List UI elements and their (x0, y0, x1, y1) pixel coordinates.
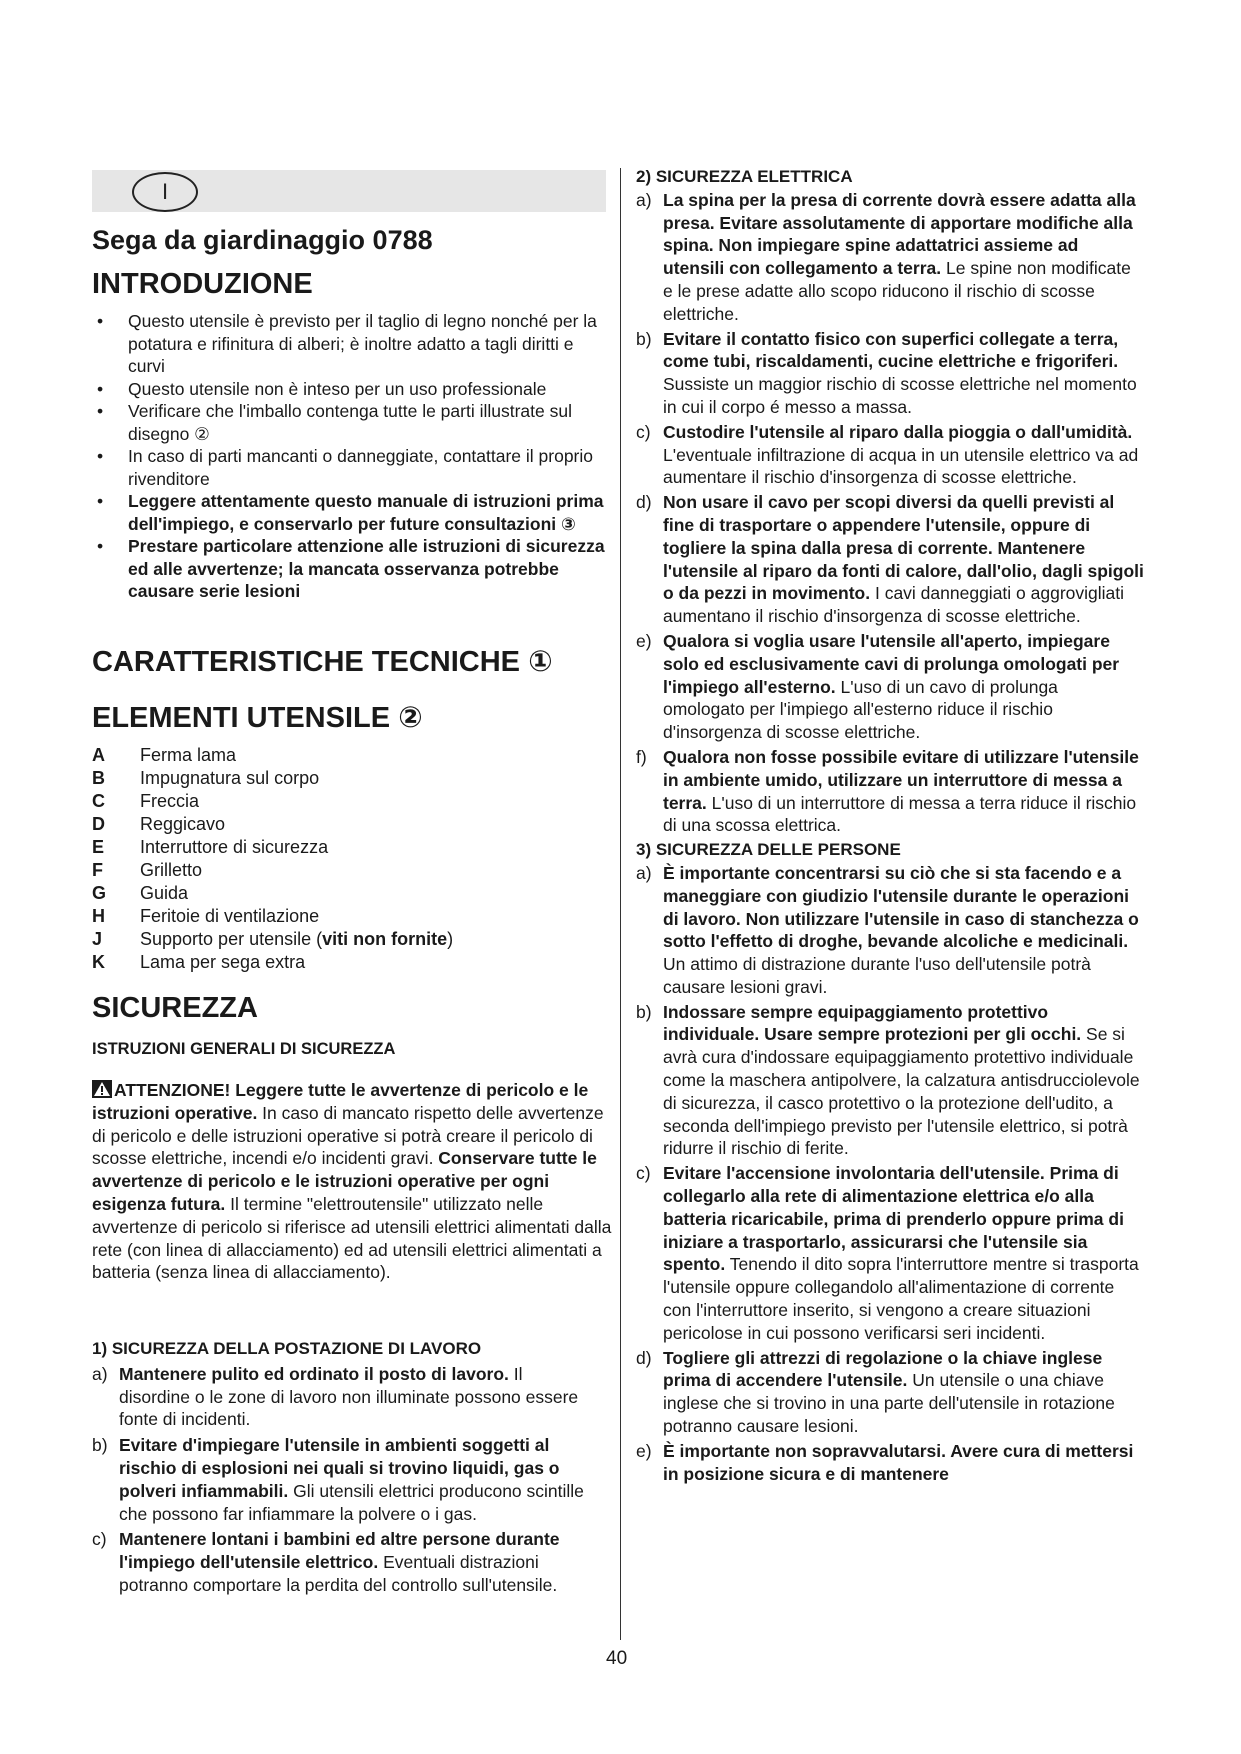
intro-heading: INTRODUZIONE (92, 268, 313, 300)
electrical-heading: 2) SICUREZZA ELETTRICA (636, 167, 853, 186)
bullet-dot: • (97, 446, 104, 466)
rule-plain: I cavi danneggiati o aggrovigliati aumentano il rischio d'insorgenza di scosse elettriche. (663, 583, 1125, 627)
rule-label: a) (92, 1363, 108, 1384)
rule-plain: Un attimo di distrazione durante l'uso dell'utensile potrà causare lesioni gravi. (663, 954, 1091, 997)
rule-bold: La spina per la presa di corrente dovrà essere adatta alla presa. Evitare assolutamente di apportare modifiche alla spina. Non impiegare spine adattatrici assieme ad utensili con collegamento a terra. (663, 189, 1136, 279)
rule-bold: È importante non sopravvalutarsi. Avere cura di mettersi in posizione sicura e di mantenere (663, 1440, 1134, 1484)
rule-label: e) (636, 1440, 652, 1461)
element-label-group (140, 859, 202, 882)
rule-item (636, 862, 1144, 999)
element-label-group (140, 813, 225, 836)
rule-label: b) (636, 1001, 652, 1022)
warning-bold-1: ATTENZIONE! Leggere tutte le avvertenze di pericolo e le istruzioni operative. (92, 1080, 589, 1123)
rule-plain: L'uso di un interruttore di messa a terra riduce il rischio di una scossa elettrica. (663, 792, 1137, 836)
element-item (92, 836, 612, 859)
bullet-dot: • (97, 401, 104, 421)
element-label: Lama per sega extra (140, 952, 306, 972)
rule-item (636, 1347, 1144, 1438)
element-letter: D (92, 814, 105, 834)
element-item (92, 928, 612, 951)
column-divider (620, 168, 621, 1640)
rule-bold: Evitare il contatto fisico con superfici collegate a terra, come tubi, riscaldamenti, cucine elettriche e frigoriferi. (663, 328, 1119, 372)
page-number: 40 (606, 1648, 628, 1669)
rule-text (663, 189, 1144, 326)
rule-bold: Qualora non fosse possibile evitare di utilizzare l'utensile in ambiente umido, utilizzare un interruttore di messa a terra. (663, 746, 1139, 813)
rule-plain: Tenendo il dito sopra l'interruttore mentre si trasporta l'utensile oppure collegandolo all'alimentazione di corrente con l'interruttore inserito, si vengono a creare situazioni pericolose in cui possono verificarsi seri incidenti. (663, 1254, 1139, 1343)
rule-label: d) (636, 492, 652, 513)
bullet-dot: • (97, 491, 104, 511)
rule-text (663, 421, 1144, 489)
bullet-item (92, 535, 612, 603)
elements-heading: ELEMENTI UTENSILE ② (92, 702, 423, 734)
element-label: Reggicavo (140, 814, 226, 834)
rule-text (119, 1363, 592, 1431)
rule-item (92, 1528, 592, 1596)
work-area-heading: 1) SICUREZZA DELLA POSTAZIONE DI LAVORO (92, 1339, 482, 1358)
rule-item (636, 328, 1144, 419)
rule-bold: Non usare il cavo per scopi diversi da quelli previsti al fine di trasportare o appendere l'utensile, oppure di togliere la spina dalla presa di corrente. Mantenere l'utensile al riparo da fonti di calore, dall'olio, dagli spigoli o da pezzi in movimento. (663, 492, 1144, 604)
rule-plain: Sussiste un maggior rischio di scosse elettriche nel momento in cui il corpo é messo a massa. (663, 374, 1137, 417)
bullet-dot: • (97, 311, 104, 331)
rule-bold: Mantenere lontani i bambini ed altre persone durante l'impiego dell'utensile elettrico. (119, 1529, 560, 1573)
language-badge: I (132, 172, 198, 212)
rule-item (636, 746, 1144, 837)
rule-plain: Se si avrà cura d'indossare equipaggiamento protettivo individuale come la maschera antipolvere, la calzatura antisdrucciolevole di sicurezza, il casco protettivo o la protezione dell'udito, a seconda dell'impiego previsto per l'utensile elettrico, si potrà ridurre il rischio di ferite. (663, 1024, 1140, 1159)
bullet-item (92, 445, 612, 490)
element-label: Guida (140, 883, 189, 903)
rule-text (663, 328, 1144, 419)
safety-subheading: ISTRUZIONI GENERALI DI SICUREZZA (92, 1040, 396, 1058)
element-label-group (140, 951, 305, 974)
rule-label: b) (636, 328, 652, 349)
rule-label: c) (636, 421, 651, 442)
rule-label: c) (636, 1163, 651, 1184)
rule-bold: Mantenere pulito ed ordinato il posto di lavoro. (119, 1363, 509, 1384)
rule-label: f) (636, 746, 647, 767)
bullet-dot: • (97, 536, 104, 556)
rule-label: c) (92, 1529, 107, 1550)
element-label-group (140, 790, 199, 813)
rule-plain: Un utensile o una chiave inglese che si trovino in una parte dell'utensile in rotazione potranno causare lesioni. (663, 1370, 1115, 1437)
element-label: Freccia (140, 791, 200, 811)
bullet-text: Verificare che l'imballo contenga tutte le parti illustrate sul disegno ② (128, 401, 572, 444)
element-letter: E (92, 837, 105, 857)
rule-plain: Eventuali distrazioni potranno comportare la perdita del controllo sull'utensile. (119, 1552, 558, 1595)
bullet-text: Prestare particolare attenzione alle istruzioni di sicurezza ed alle avvertenze; la mancata osservanza potrebbe causare serie lesioni (128, 536, 605, 601)
rule-bold: Custodire l'utensile al riparo dalla pioggia o dall'umidità. (663, 421, 1133, 442)
element-item (92, 882, 612, 905)
bullet-text: In caso di parti mancanti o danneggiate, contattare il proprio rivenditore (128, 446, 594, 489)
rule-label: e) (636, 630, 652, 651)
work-area-list (92, 1363, 592, 1597)
rule-label: d) (636, 1347, 652, 1368)
safety-heading: SICUREZZA (92, 992, 258, 1024)
bullet-item (92, 310, 612, 378)
rule-bold: Togliere gli attrezzi di regolazione o la chiave inglese prima di accendere l'utensile. (663, 1347, 1103, 1391)
rule-text (663, 862, 1144, 999)
rule-plain: L'eventuale infiltrazione di acqua in un utensile elettrico va ad aumentare il rischio d'insorgenza di scosse elettriche. (663, 444, 1139, 488)
element-letter: K (92, 952, 105, 972)
element-letter: J (92, 929, 103, 949)
element-label: Interruttore di sicurezza (140, 837, 329, 857)
rule-text (663, 1001, 1144, 1161)
element-letter: F (92, 860, 103, 880)
rule-label: a) (636, 862, 652, 883)
element-item (92, 859, 612, 882)
warning-triangle-icon (92, 1080, 112, 1098)
warning-paragraph (92, 1079, 612, 1284)
rule-text (663, 1440, 1144, 1486)
intro-bullet-list (92, 310, 612, 603)
element-item (92, 767, 612, 790)
rule-plain: L'uso di un cavo di prolunga omologato per l'impiego all'esterno riduce il rischio d'insorgenza di scosse elettriche. (663, 676, 1058, 743)
bullet-item (92, 378, 612, 401)
rule-text (119, 1434, 592, 1525)
element-letter: C (92, 791, 105, 811)
warning-text-2: Il termine "elettroutensile" utilizzato nelle avvertenze di pericolo si riferisce ad utensili elettrici alimentati dalla rete (con linea di allacciamento) ed ad utensili elettrici alimentati a batteria (senza linea di allacciamento). (92, 1193, 612, 1283)
element-label: Impugnatura sul corpo (140, 768, 320, 788)
personal-list (636, 862, 1144, 1486)
rule-bold: Evitare d'impiegare l'utensile in ambienti soggetti al rischio di esplosioni nei quali si trovino liquidi, gas o polveri infiammabili. (119, 1435, 560, 1501)
rule-text (663, 630, 1144, 744)
elements-list (92, 744, 612, 974)
element-item (92, 905, 612, 928)
language-bar (92, 170, 606, 212)
rule-item (636, 189, 1144, 326)
element-letter: G (92, 883, 107, 903)
bullet-text: Questo utensile non è inteso per un uso professionale (128, 378, 547, 399)
element-label: Feritoie di ventilazione (140, 906, 320, 926)
rule-item (92, 1363, 592, 1431)
bullet-item (92, 400, 612, 445)
element-item (92, 790, 612, 813)
element-label-group (140, 928, 453, 951)
element-label-group (140, 744, 236, 767)
electrical-list (636, 189, 1144, 837)
rule-item (636, 1162, 1144, 1344)
element-letter: H (92, 906, 105, 926)
rule-bold: Indossare sempre equipaggiamento protettivo individuale. Usare sempre protezioni per gli occhi. (663, 1001, 1082, 1045)
element-item (92, 951, 612, 974)
warning-bold-2: Conservare tutte le avvertenze di pericolo e le istruzioni operative per ogni esigenza futura. (92, 1148, 597, 1214)
rule-item (92, 1434, 592, 1525)
rule-item (636, 1440, 1144, 1486)
rule-bold: È importante concentrarsi su ciò che si sta facendo e a maneggiare con giudizio l'utensile durante le operazioni di lavoro. Non utilizzare l'utensile in caso di stanchezza o sotto l'effetto di droghe, bevande alcoliche e medicinali. (663, 862, 1139, 952)
rule-plain: Il disordine o le zone di lavoro non illuminate possono essere fonte di incidenti. (119, 1363, 579, 1430)
work-area-section (92, 1338, 592, 1600)
bullet-dot: • (97, 378, 104, 399)
element-label: Grilletto (140, 860, 203, 880)
bullet-text: Questo utensile è previsto per il taglio di legno nonché per la potatura e rifinitura di alberi; è inoltre adatto a tagli diritti e curvi (128, 311, 597, 376)
bullet-item (92, 490, 612, 535)
element-item (92, 813, 612, 836)
rule-plain: Le spine non modificate e le prese adatte allo scopo riducono il rischio di scosse elettriche. (663, 258, 1131, 324)
rule-label: b) (92, 1435, 108, 1456)
product-title: Sega da giardinaggio 0788 (92, 225, 433, 255)
rule-bold: Evitare l'accensione involontaria dell'utensile. Prima di collegarlo alla rete di alimentazione elettrica e/o alla batteria ricaricabile, prima di prenderlo oppure prima di iniziare a trasportarlo, assicurarsi che l'utensile sia spento. (663, 1163, 1124, 1275)
rule-item (636, 491, 1144, 628)
element-label: Ferma lama (140, 745, 237, 765)
element-letter: B (92, 768, 105, 788)
personal-heading: 3) SICUREZZA DELLE PERSONE (636, 840, 901, 860)
rule-plain: Gli utensili elettrici producono scintille che possono far infiammare la polvere o i gas. (119, 1480, 584, 1524)
element-letter: A (92, 745, 105, 765)
specs-heading: CARATTERISTICHE TECNICHE ① (92, 646, 553, 678)
rule-text (663, 491, 1144, 628)
rule-text (663, 746, 1144, 837)
element-label-group (140, 905, 319, 928)
element-label-group (140, 882, 188, 905)
element-label-tail: ) (447, 929, 454, 949)
rule-item (636, 630, 1144, 744)
element-label: Supporto per utensile ( (140, 929, 323, 949)
rule-text (119, 1528, 592, 1596)
rule-bold: Qualora si voglia usare l'utensile all'aperto, impiegare solo ed esclusivamente cavi di prolunga omologati per l'impiego all'esterno. (663, 630, 1120, 697)
bullet-text: Leggere attentamente questo manuale di istruzioni prima dell'impiego, e conservarlo per future consultazioni ③ (128, 491, 604, 534)
element-label-group (140, 767, 319, 790)
electrical-section (636, 166, 1144, 1487)
element-label-group (140, 836, 328, 859)
rule-label: a) (636, 189, 652, 210)
rule-text (663, 1347, 1144, 1438)
element-item (92, 744, 612, 767)
rule-text (663, 1162, 1144, 1344)
warning-text-1: In caso di mancato rispetto delle avvertenze di pericolo e delle istruzioni operative si potrà creare il pericolo di scosse elettriche, incendi e/o incidenti gravi. (92, 1102, 604, 1169)
rule-item (636, 1001, 1144, 1161)
rule-item (636, 421, 1144, 489)
element-label-bold: viti non fornite (322, 929, 448, 949)
